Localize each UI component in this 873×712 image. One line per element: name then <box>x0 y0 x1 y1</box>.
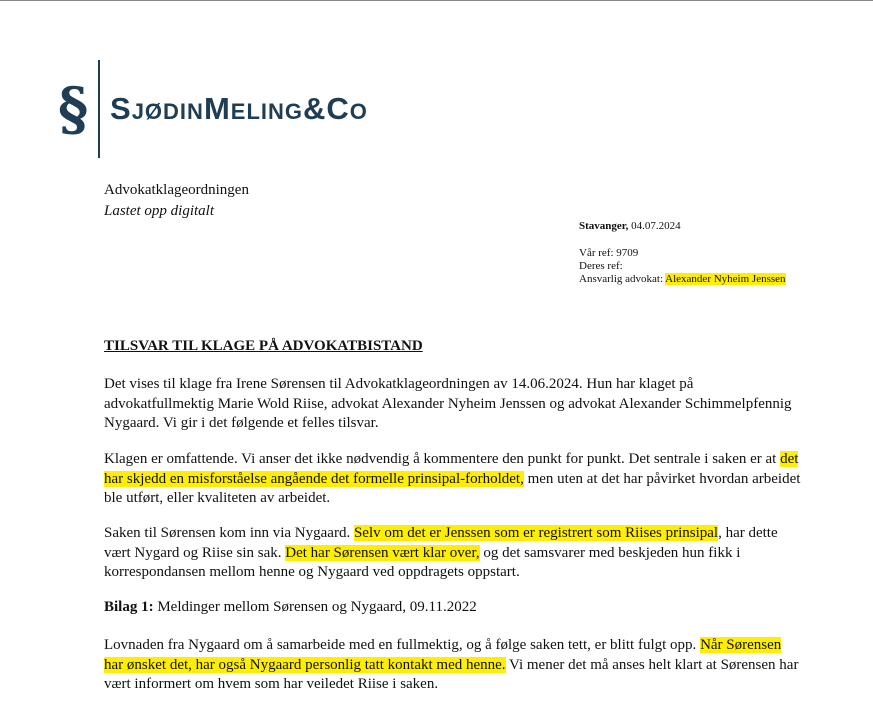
paragraph-2 <box>104 450 804 509</box>
logo-letters: ELING <box>230 99 303 124</box>
date-city: Stavanger, <box>579 220 629 232</box>
responsible-lawyer <box>579 273 786 286</box>
reference-block <box>579 247 786 286</box>
text-run: og det samsvarer med beskjeden hun fikk i korrespondansen mellom henne og Nygaard ved oppdragets oppstart. <box>104 544 741 580</box>
section-sign-logo-icon: § <box>58 75 89 143</box>
firm-logo-wordmark <box>110 91 368 127</box>
paragraph-3 <box>104 524 804 583</box>
paragraph-1: Det vises til klage fra Irene Sørensen til Advokatklageordningen av 14.06.2024. Hun har klaget på advokatfullmektig Marie Wold Riise, advokat Alexander Nyheim Jenssen og advokat Alexander Schimmelpfennig Nygaard. Vi gir i det følgende et felles tilsvar. <box>104 376 792 431</box>
recipient-name: Advokatklageordningen <box>104 182 249 198</box>
attachment-label: Bilag 1: <box>104 599 154 615</box>
date-value: 04.07.2024 <box>631 220 681 232</box>
logo-letter: S <box>110 91 132 126</box>
paragraph-5 <box>104 636 804 695</box>
logo-ampersand: & <box>303 91 327 126</box>
our-reference: Vår ref: 9709 <box>579 247 639 259</box>
text-run: , har dette vært Nygard og Riise sin sak. <box>104 525 778 561</box>
text-run: Klagen er omfattende. Vi anser det ikke nødvendig å kommentere den punkt for punkt. Det sentrale i saken er at <box>104 451 781 467</box>
highlighted-text: Det har Sørensen vært klar over, <box>285 544 480 561</box>
text-run: Vi mener det må anses helt klart at Sørensen har vært informert om hvem som har veiledet Riise i saken. <box>104 656 799 692</box>
logo-letter: C <box>326 91 350 126</box>
logo-divider <box>98 60 100 158</box>
highlighted-text: det har skjedd en misforståelse angående det formelle prinsipal-forholdet, <box>104 451 799 487</box>
page-top-border <box>0 0 873 1</box>
text-run: Lovnaden fra Nygaard om å samarbeide med en fullmektig, og å følge saken tett, er blitt fulgt opp. <box>104 637 701 653</box>
attachment-reference <box>104 598 804 618</box>
text-run: Saken til Sørensen kom inn via Nygaard. <box>104 525 354 541</box>
highlighted-text: Selv om det er Jenssen som er registrert som Riises prinsipal <box>353 525 719 541</box>
logo-letters: O <box>349 99 368 124</box>
responsible-name: Alexander Nyheim Jenssen <box>665 273 786 285</box>
responsible-label: Ansvarlig advokat: <box>579 273 664 285</box>
logo-letter: M <box>203 91 231 126</box>
document-heading: TILSVAR TIL KLAGE PÅ ADVOKATBISTAND <box>104 338 423 354</box>
your-reference: Deres ref: <box>579 260 623 272</box>
recipient-delivery: Lastet opp digitalt <box>104 203 215 219</box>
recipient-block <box>104 180 249 222</box>
text-run: men uten at det har påvirket hvordan arbeidet ble utført, eller kvaliteten av arbeidet. <box>104 470 801 506</box>
attachment-text: Meldinger mellom Sørensen og Nygaard, 09.11.2022 <box>153 599 477 615</box>
highlighted-text: Når Sørensen har ønsket det, har også Nygaard personlig tatt kontakt med henne. <box>104 637 782 673</box>
logo-letters: JØDIN <box>131 99 204 124</box>
date-line <box>579 220 681 233</box>
